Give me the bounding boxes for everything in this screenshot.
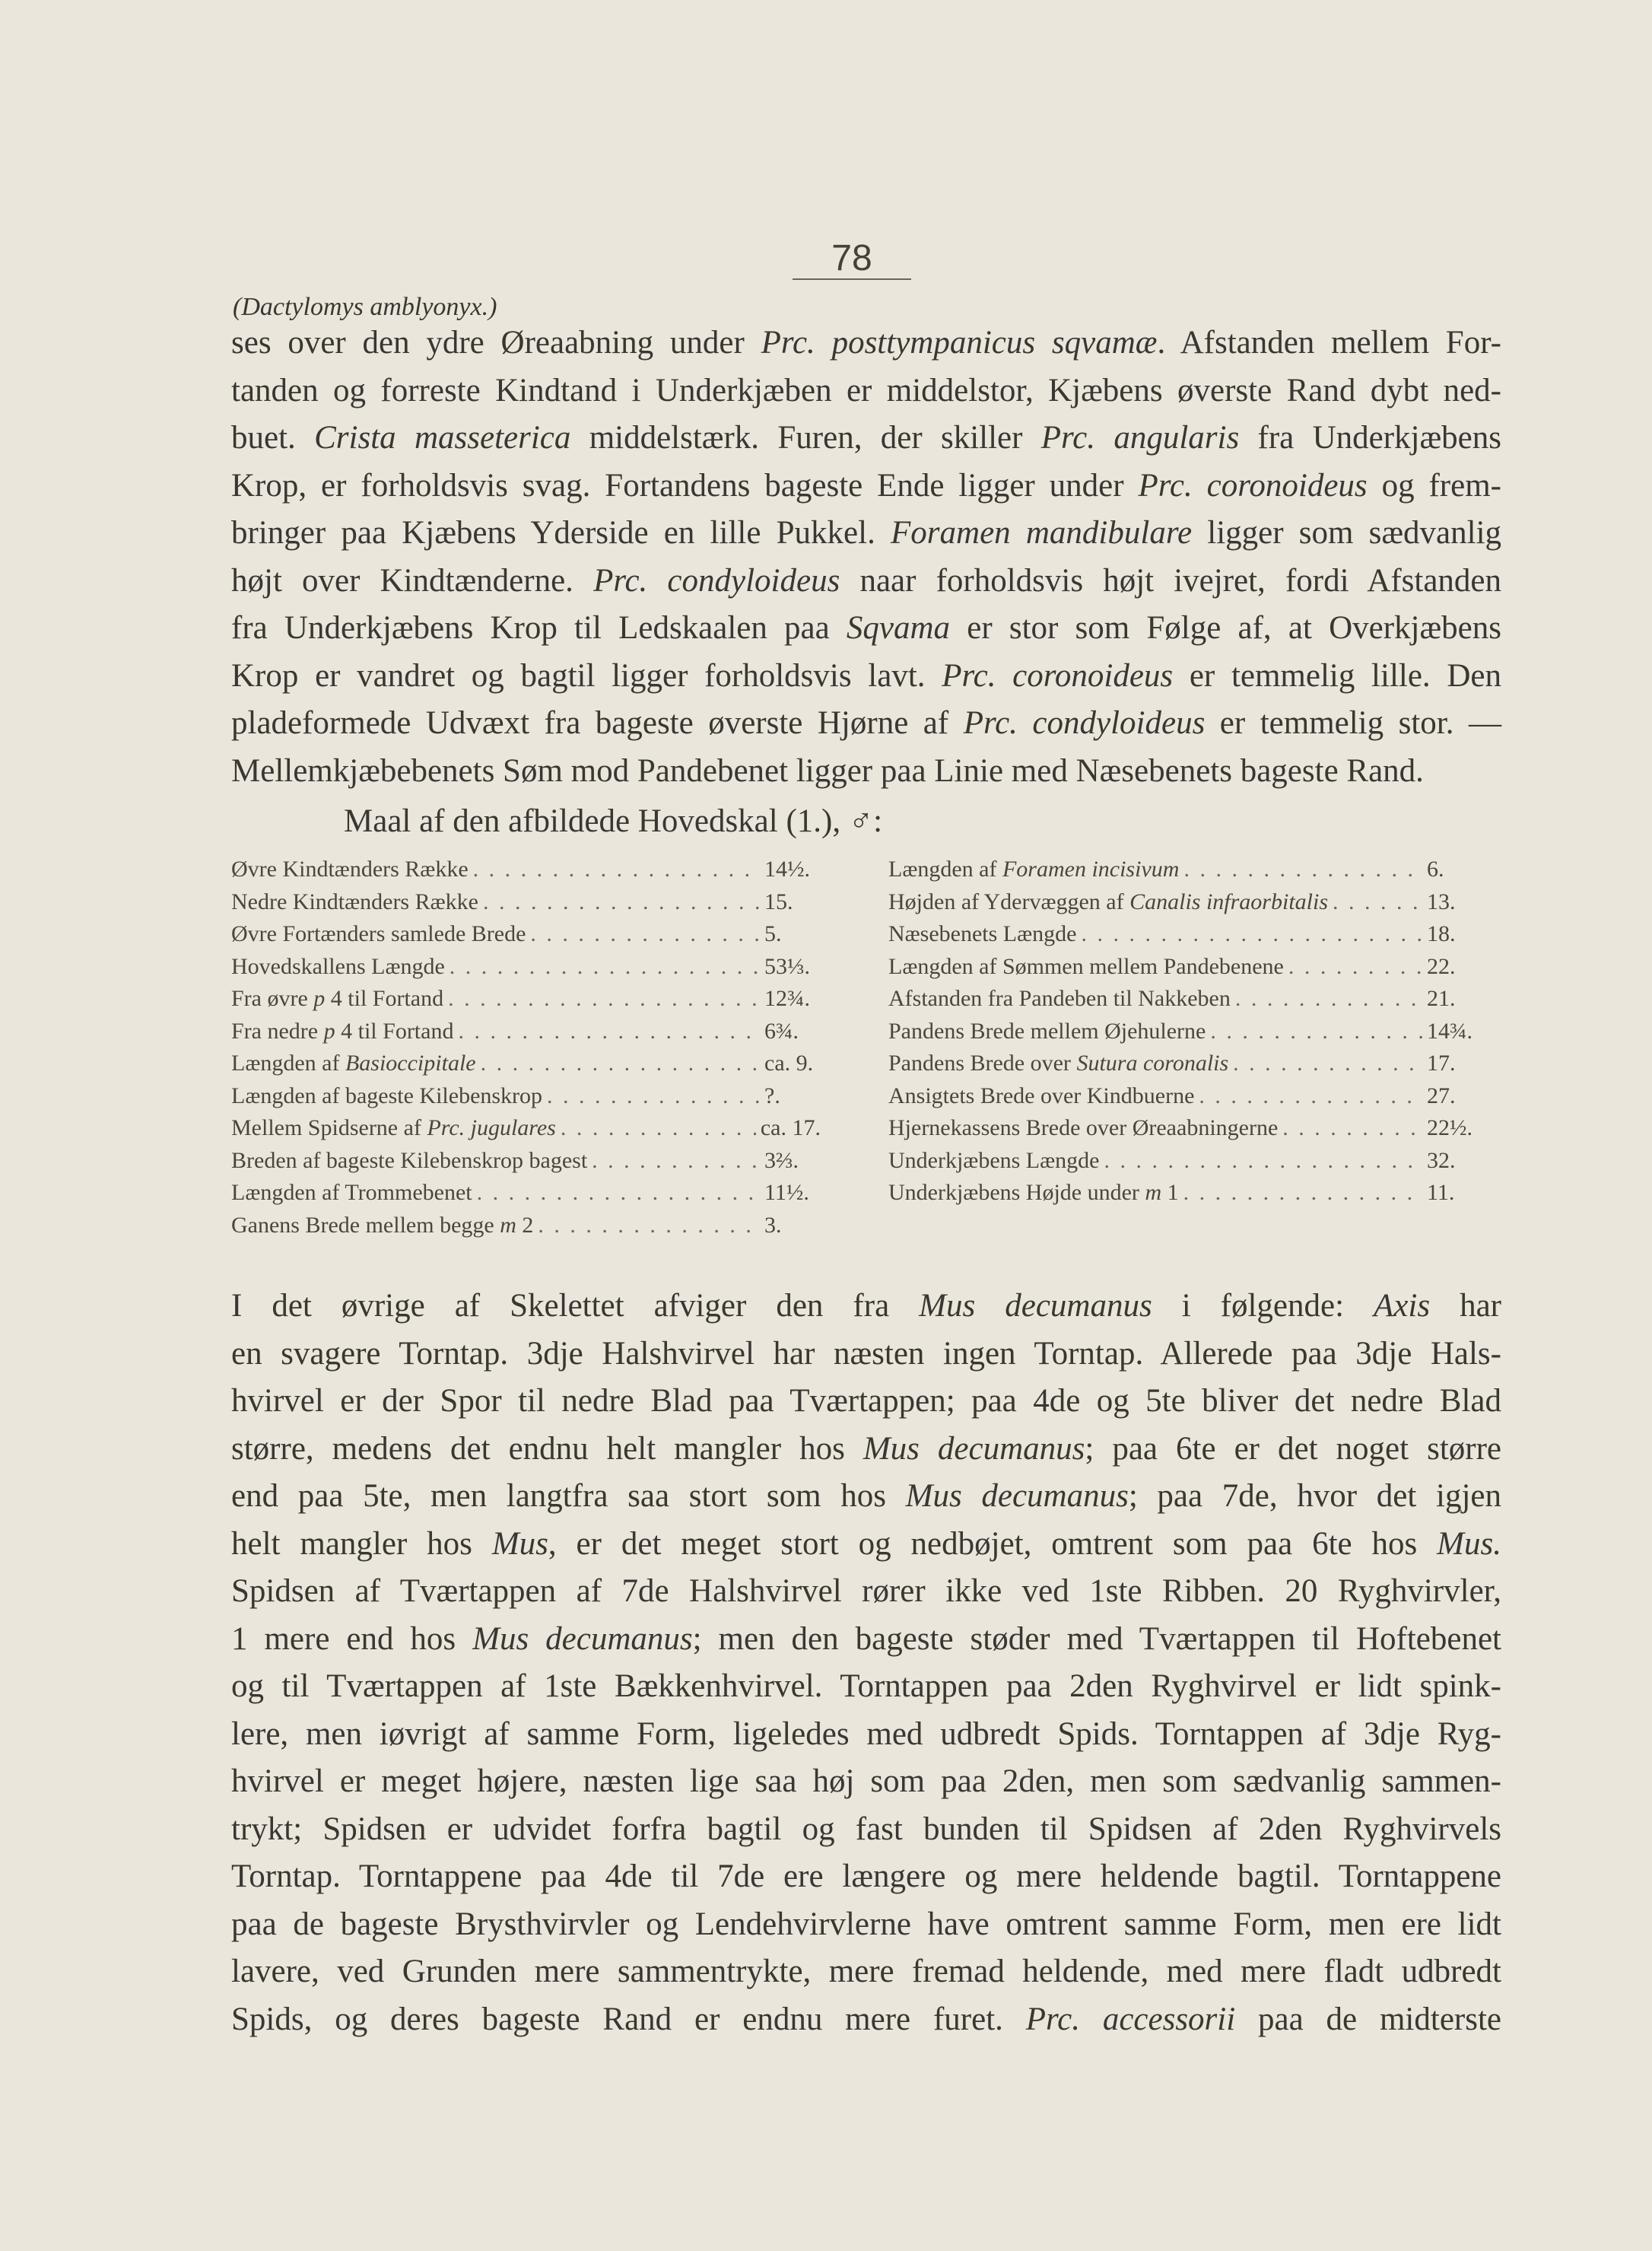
dot-leader <box>1183 854 1422 886</box>
measurement-label <box>888 951 1284 984</box>
italic-term: Foramen incisivum <box>1002 857 1180 882</box>
measurement-value: 22. <box>1427 953 1456 979</box>
measurement-label <box>231 1080 542 1113</box>
page-number: 78 <box>831 238 872 278</box>
running-genus-header: (Dactylomys amblyonyx.) <box>233 293 497 321</box>
dot-leader <box>1282 1112 1422 1145</box>
dot-leader <box>1333 886 1422 919</box>
text-run: og til Tværtappen af 1ste Bækkenhvirvel. Torntappen paa 2den Ryghvirvel er lidt spink- <box>231 1668 1501 1704</box>
text-run: Længden af bageste Kilebenskrop <box>231 1083 543 1108</box>
text-run: middelstærk. Furen, der skiller <box>570 420 1041 456</box>
dot-leader <box>1235 983 1422 1016</box>
measurement-row <box>888 951 1483 984</box>
text-line <box>231 1663 1501 1711</box>
measurement-row <box>888 1016 1483 1048</box>
italic-term: Canalis infraorbitalis <box>1129 889 1328 914</box>
italic-term: Prc. condyloideus <box>593 562 840 599</box>
measurement-label <box>888 854 1179 886</box>
dot-leader <box>1081 918 1422 951</box>
measurement-label <box>231 1177 472 1210</box>
measurement-value: 18. <box>1427 921 1456 946</box>
italic-term: Sqvama <box>846 610 951 646</box>
dot-leader <box>530 918 760 951</box>
measurement-row <box>888 983 1483 1016</box>
italic-term: Mus decumanus <box>472 1620 693 1657</box>
dot-leader <box>547 1080 760 1113</box>
measurement-label <box>888 1145 1099 1178</box>
dot-leader <box>481 1048 760 1080</box>
text-line <box>231 605 1501 653</box>
text-run: end paa 5te, men langtfra saa stort som hos <box>231 1478 906 1514</box>
text-run: Underkjæbens Længde <box>888 1147 1100 1173</box>
text-run: trykt; Spidsen er udvidet forfra bagtil og fast bunden til Spidsen af 2den Ryghvirvels <box>231 1811 1501 1847</box>
italic-term: Prc. coronoideus <box>942 657 1174 694</box>
measurement-label <box>888 983 1231 1016</box>
text-line <box>231 463 1501 510</box>
text-run: i følgende: <box>1152 1288 1374 1324</box>
measurement-value: ca. 17. <box>760 1115 821 1140</box>
italic-term: Mus. <box>1437 1525 1501 1562</box>
measurement-value: 32. <box>1427 1147 1456 1173</box>
italic-term: Prc. coronoideus <box>1138 467 1368 504</box>
text-run: Hjernekassens Brede over Øreaabningerne <box>888 1115 1279 1140</box>
text-run: Pandens Brede over <box>888 1051 1077 1076</box>
text-run: fra Underkjæbens Krop til Ledskaalen paa <box>231 610 847 646</box>
text-run: hvirvel er der Spor til nedre Blad paa Tværtappen; paa 4de og 5te bliver det nedre Blad <box>231 1383 1501 1419</box>
text-run: 1 mere end hos <box>231 1620 473 1657</box>
measurement-row <box>888 1177 1483 1210</box>
measurement-value: 11. <box>1427 1180 1455 1205</box>
italic-term: Prc. posttympanicus sqvamæ <box>761 325 1158 361</box>
italic-term: Mus decumanus <box>905 1478 1129 1514</box>
measurement-row <box>888 918 1483 951</box>
measurement-value: 27. <box>1427 1083 1456 1108</box>
measurement-value: 12¾. <box>764 986 810 1011</box>
text-line <box>231 1473 1501 1521</box>
measurement-label <box>231 1048 476 1080</box>
italic-term: Mus decumanus <box>919 1288 1152 1324</box>
text-run: Breden af bageste Kilebenskrop bagest <box>231 1147 588 1173</box>
measurement-label <box>231 886 478 919</box>
text-line <box>231 1758 1501 1806</box>
measurement-row <box>231 854 821 886</box>
text-run: lavere, ved Grunden mere sammentrykte, mere fremad heldende, med mere fladt udbredt <box>231 1954 1501 1989</box>
text-run: pladeformede Udvæxt fra bageste øverste Hjørne af <box>231 705 964 741</box>
text-run: paa de midterste <box>1235 2001 1501 2037</box>
text-run: større, medens det endnu helt mangler hos <box>231 1430 863 1467</box>
text-line <box>231 1283 1501 1331</box>
measurement-row <box>231 1145 821 1178</box>
measurement-value: 14¾. <box>1427 1018 1473 1044</box>
text-run: højt over Kindtænderne. <box>231 562 594 599</box>
dot-leader <box>1210 1016 1422 1048</box>
text-line <box>231 1426 1501 1474</box>
paragraph-skeleton-comparison <box>231 1283 1501 2043</box>
measurement-label <box>888 886 1328 919</box>
text-run: , er det meget stort og nedbøjet, omtrent som paa 6te hos <box>548 1525 1438 1562</box>
text-line <box>231 320 1501 367</box>
text-run: lere, men iøvrigt af samme Form, ligeledes med udbredt Spids. Torntappen af 3dje Ryg- <box>231 1715 1501 1752</box>
text-run: ; men den bageste støder med Tværtappen til Hoftebenet <box>692 1620 1501 1657</box>
measurement-value: 17. <box>1427 1051 1456 1076</box>
text-line <box>231 1853 1501 1901</box>
italic-term: Mus decumanus <box>863 1430 1085 1467</box>
measurement-label <box>231 1210 533 1242</box>
measurement-row <box>231 1210 821 1242</box>
text-run: Længden af <box>231 1051 345 1076</box>
measurement-label <box>231 983 443 1016</box>
italic-term: Foramen mandibulare <box>891 515 1193 551</box>
text-line <box>231 748 1501 796</box>
measurement-row <box>231 918 821 951</box>
dot-leader <box>1183 1177 1422 1210</box>
measurement-label <box>888 1177 1179 1210</box>
dot-leader <box>1288 951 1422 984</box>
measurement-row <box>231 1112 821 1145</box>
measurement-value: 6¾. <box>764 1018 799 1044</box>
text-run: Underkjæbens Højde under <box>888 1180 1145 1205</box>
dot-leader <box>1199 1080 1422 1113</box>
measurement-row <box>231 983 821 1016</box>
measurement-row <box>888 886 1483 919</box>
measurement-label <box>231 1016 453 1048</box>
text-line <box>231 1521 1501 1569</box>
measurement-value: ?. <box>764 1083 780 1108</box>
text-run: . Afstanden mellem For- <box>1157 325 1501 361</box>
text-line <box>231 700 1501 748</box>
dot-leader <box>1233 1048 1422 1080</box>
paragraph-skull-description <box>231 320 1501 795</box>
measurements-table-left <box>231 854 821 1242</box>
text-run: Ganens Brede mellem begge <box>231 1212 500 1238</box>
measurements-intro: Maal af den afbildede Hovedskal (1.), ♂: <box>344 803 883 839</box>
dot-leader <box>477 1177 760 1210</box>
dot-leader <box>483 886 760 919</box>
measurement-label <box>888 1080 1194 1113</box>
text-run: Øvre Kindtænders Række <box>231 857 469 882</box>
dot-leader <box>561 1112 756 1145</box>
italic-term: Prc. jugulares <box>427 1115 556 1140</box>
text-run: Højden af Ydervæggen af <box>888 889 1130 914</box>
dot-leader <box>1104 1145 1422 1178</box>
text-run: buet. <box>231 420 315 456</box>
italic-term: Axis <box>1374 1288 1431 1324</box>
text-run: helt mangler hos <box>231 1525 492 1562</box>
italic-term: Basioccipitale <box>345 1051 476 1076</box>
text-line <box>231 1331 1501 1378</box>
text-run: Mellemkjæbebenets Søm mod Pandebenet ligger paa Linie med Næsebenets bageste Rand. <box>231 752 1424 789</box>
text-line <box>231 1806 1501 1854</box>
measurement-value: 22½. <box>1427 1115 1473 1140</box>
measurement-value: 6. <box>1427 857 1444 882</box>
text-run: Næsebenets Længde <box>888 921 1077 946</box>
text-line <box>231 510 1501 558</box>
italic-term: p <box>323 1018 335 1044</box>
text-run: fra Underkjæbens <box>1239 420 1501 456</box>
dot-leader <box>538 1210 760 1242</box>
text-run: Hovedskallens Længde <box>231 953 445 979</box>
text-line <box>231 653 1501 701</box>
measurement-value: 11½. <box>764 1180 809 1205</box>
measurements-table-right <box>888 854 1483 1210</box>
text-run: Torntap. Torntappene paa 4de til 7de ere længere og mere heldende bagtil. Torntappene <box>231 1858 1501 1894</box>
text-run: Afstanden fra Pandeben til Nakkeben <box>888 986 1231 1011</box>
measurement-label <box>231 951 445 984</box>
page-number-rule <box>793 278 911 280</box>
measurement-row <box>888 1080 1483 1113</box>
text-run: 1 <box>1161 1180 1179 1205</box>
measurement-row <box>231 951 821 984</box>
text-run: er stor som Følge af, at Overkjæbens <box>950 610 1501 646</box>
text-run: ligger som sædvanlig <box>1192 515 1502 551</box>
dot-leader <box>448 983 760 1016</box>
text-run: 2 <box>516 1212 534 1238</box>
text-line <box>231 1996 1501 2044</box>
text-run: paa de bageste Brysthvirvler og Lendehvirvlerne have omtrent samme Form, men ere lidt <box>231 1906 1501 1942</box>
italic-term: m <box>500 1212 516 1238</box>
text-run: 4 til Fortand <box>325 986 444 1011</box>
text-run: ses over den ydre Øreaabning under <box>231 325 761 361</box>
text-run: Pandens Brede mellem Øjehulerne <box>888 1018 1206 1044</box>
text-run: naar forholdsvis højt ivejret, fordi Afstanden <box>840 562 1502 599</box>
text-run: Fra øvre <box>231 986 314 1011</box>
text-run: Krop er vandret og bagtil ligger forholdsvis lavt. <box>231 657 942 694</box>
measurement-value: 3. <box>764 1212 782 1238</box>
text-run: 4 til Fortand <box>335 1018 454 1044</box>
measurement-label <box>888 1016 1206 1048</box>
measurement-row <box>888 1112 1483 1145</box>
text-line <box>231 1948 1501 1996</box>
text-run: bringer paa Kjæbens Yderside en lille Pukkel. <box>231 515 891 551</box>
dot-leader <box>450 951 760 984</box>
dot-leader <box>592 1145 760 1178</box>
measurement-row <box>231 1177 821 1210</box>
measurement-row <box>888 854 1483 886</box>
text-run: Mellem Spidserne af <box>231 1115 427 1140</box>
text-run: Længden af Sømmen mellem Pandebenene <box>888 953 1284 979</box>
text-line <box>231 1711 1501 1759</box>
text-line <box>231 558 1501 606</box>
measurement-label <box>231 854 469 886</box>
text-line <box>231 1901 1501 1949</box>
text-run: ; paa 7de, hvor det igjen <box>1128 1478 1501 1514</box>
italic-term: Prc. accessorii <box>1025 2001 1236 2037</box>
measurement-row <box>231 1080 821 1113</box>
text-run: ; paa 6te er det noget større <box>1085 1430 1501 1467</box>
text-line <box>231 367 1501 415</box>
measurement-row <box>888 1145 1483 1178</box>
text-run: er temmelig stor. — <box>1205 705 1501 741</box>
measurement-label <box>888 1112 1278 1145</box>
dot-leader <box>458 1016 760 1048</box>
text-run: Fra nedre <box>231 1018 324 1044</box>
measurement-label <box>231 1145 587 1178</box>
text-run: Øvre Fortænders samlede Brede <box>231 921 526 946</box>
text-run: Spidsen af Tværtappen af 7de Halshvirvel rører ikke ved 1ste Ribben. 20 Ryghvirvler, <box>231 1573 1501 1609</box>
text-run: Krop, er forholdsvis svag. Fortandens bageste Ende ligger under <box>231 467 1139 504</box>
text-line <box>231 415 1501 463</box>
italic-term: Crista masseterica <box>314 420 571 456</box>
italic-term: Sutura coronalis <box>1076 1051 1229 1076</box>
text-run: Spids, og deres bageste Rand er endnu mere furet. <box>231 2001 1026 2037</box>
italic-term: Prc. condyloideus <box>963 705 1206 741</box>
text-run: hvirvel er meget højere, næsten lige saa høj som paa 2den, men som sædvanlig sammen- <box>231 1763 1501 1799</box>
italic-term: m <box>1145 1180 1162 1205</box>
text-run: Ansigtets Brede over Kindbuerne <box>888 1083 1195 1108</box>
measurement-value: 15. <box>764 889 793 914</box>
text-run: I det øvrige af Skelettet afviger den fra <box>231 1288 920 1324</box>
measurement-row <box>231 1016 821 1048</box>
text-line <box>231 1378 1501 1426</box>
text-run: Længden af <box>888 857 1002 882</box>
measurement-label <box>888 918 1076 951</box>
text-run: og frem- <box>1367 467 1501 504</box>
measurement-value: 21. <box>1427 986 1456 1011</box>
text-line <box>231 1568 1501 1616</box>
measurement-value: 5. <box>764 921 782 946</box>
measurement-value: 53⅓. <box>764 953 810 979</box>
measurement-value: ca. 9. <box>764 1051 814 1076</box>
measurement-label <box>888 1048 1228 1080</box>
measurement-value: 13. <box>1427 889 1456 914</box>
measurement-row <box>231 886 821 919</box>
measurement-label <box>231 1112 556 1145</box>
text-run: en svagere Torntap. 3dje Halshvirvel har næsten ingen Torntap. Allerede paa 3dje Hals- <box>231 1335 1501 1372</box>
measurement-value: 14½. <box>764 857 810 882</box>
dot-leader <box>473 854 760 886</box>
italic-term: Prc. angularis <box>1040 420 1240 456</box>
measurement-label <box>231 918 526 951</box>
text-line <box>231 1616 1501 1664</box>
text-run: har <box>1430 1288 1501 1324</box>
text-run: Nedre Kindtænders Række <box>231 889 478 914</box>
text-run: er temmelig lille. Den <box>1173 657 1502 694</box>
text-run: Længden af Trommebenet <box>231 1180 472 1205</box>
italic-term: p <box>313 986 326 1011</box>
italic-term: Mus <box>491 1525 548 1562</box>
text-run: tanden og forreste Kindtand i Underkjæben er middelstor, Kjæbens øverste Rand dybt ned- <box>231 372 1501 409</box>
measurement-row <box>888 1048 1483 1080</box>
measurement-value: 3⅔. <box>764 1147 799 1173</box>
measurement-row <box>231 1048 821 1080</box>
